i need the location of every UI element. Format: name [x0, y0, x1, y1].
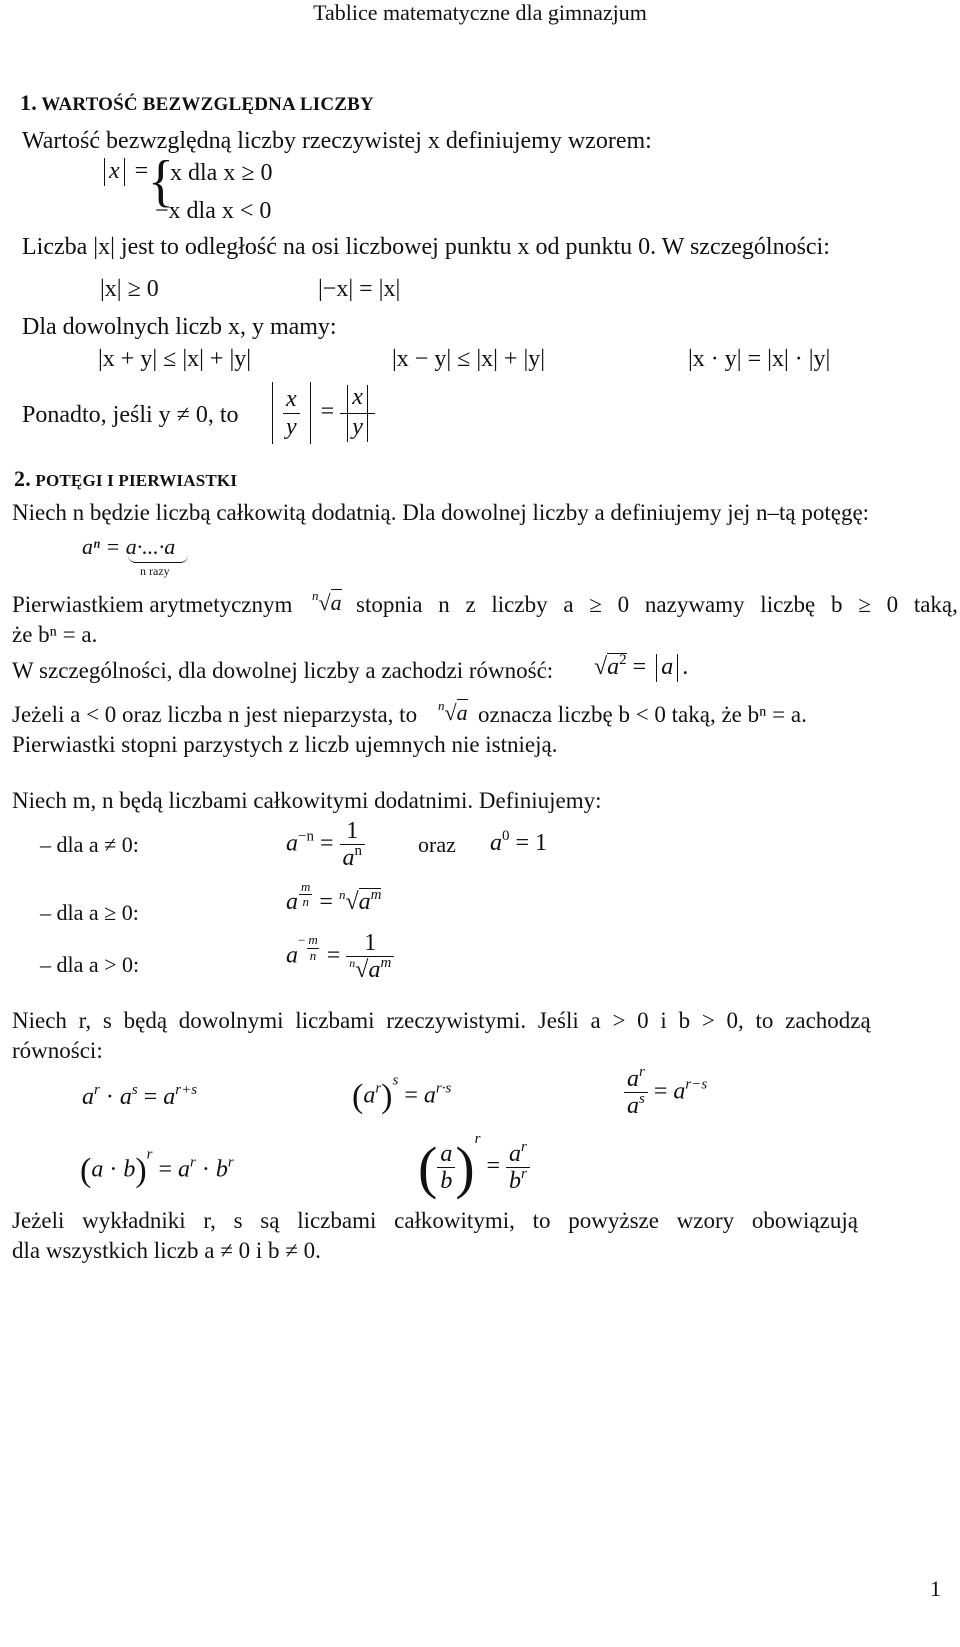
distance-text: Liczba |x| jest to odległość na osi liczbowej punktu x od punktu 0. W szczególności: [22, 234, 830, 260]
def2-label: – dla a ≥ 0: [40, 900, 139, 925]
fractional-exponent-formula: a $\frac{m}{n}$ = $^n√a^m$ [286, 879, 382, 915]
quotient-equality: $\frac{x}{y}$ = $\frac{x}{y}$ [268, 382, 375, 444]
power-definition: aⁿ = a·...·a [82, 534, 176, 559]
case-1: x dla x ≥ 0 [170, 160, 273, 186]
def3-label: – dla a > 0: [40, 952, 140, 977]
abs-definition: x = [100, 158, 148, 232]
odd-root-text-b: oznacza liczbę b < 0 taką, że bⁿ = a. [478, 702, 807, 727]
negative-exponent-formula: $a^{-n}$ = $\frac{1}{a^n}$ [286, 818, 365, 872]
closing-remark-2: dla wszystkich liczb a ≠ 0 i b ≠ 0. [12, 1238, 321, 1263]
odd-nth-root-a: $^n$√a [438, 698, 468, 725]
power-of-power: $(a^r)^s = a^{r\cdot s}$ [352, 1072, 452, 1115]
section1-intro: Wartość bezwzględną liczby rzeczywistej x definiujemy wzorem: [22, 128, 652, 154]
n-razy-label: n razy [140, 564, 170, 578]
quotient-of-powers: $\frac{a^r}{a^s}$ = $a^{r-s}$ [624, 1066, 707, 1120]
property-nonnegative: |x| ≥ 0 [100, 276, 159, 302]
section1-title: WARTOŚĆ BEZWZGLĘDNA LICZBY [41, 94, 374, 115]
case-2: −x dla x < 0 [155, 198, 272, 224]
closing-remark: Jeżeli wykładniki r, s są liczbami całkowitymi, to powyższe wzory obowiązują [12, 1208, 858, 1233]
moreover-text: Ponadto, jeśli y ≠ 0, to [22, 402, 239, 428]
brace-icon: { [148, 149, 174, 213]
section2-heading: 2. POTĘGI I PIERWIASTKI [14, 466, 238, 491]
property-symmetric: |−x| = |x| [318, 276, 401, 302]
power-of-product: $(a \cdot b)^r = a^r \cdot b^r$ [80, 1146, 234, 1189]
page-number: 1 [930, 1576, 941, 1601]
def1-oraz: oraz [418, 832, 456, 857]
negative-fractional-exponent-formula: a− $\frac{m}{n}$ = $\frac{1}{^n√a^m}$ [286, 930, 394, 984]
difference-inequality: |x − y| ≤ |x| + |y| [392, 346, 546, 372]
section2-title: POTĘGI I PIERWIASTKI [35, 471, 238, 490]
root-definition-c: że bⁿ = a. [12, 622, 98, 647]
def1-label: – dla a ≠ 0: [40, 832, 139, 857]
triangle-inequality: |x + y| ≤ |x| + |y| [98, 346, 252, 372]
page-header: Tablice matematyczne dla gimnazjum [313, 0, 647, 25]
section1-heading: 1. WARTOŚĆ BEZWZGLĘDNA LICZBY [20, 90, 374, 115]
even-root-text: Pierwiastki stopni parzystych z liczb ujemnych nie istnieją. [12, 732, 558, 757]
rs-intro-2: równości: [12, 1038, 103, 1063]
power-of-quotient: ( $\frac{a}{b}$ )$^r$ = $\frac{a^r}{b^r}$ [418, 1134, 530, 1201]
product-of-powers: $a^r \cdot a^s = a^{r+s}$ [82, 1082, 198, 1110]
any-xy-text: Dla dowolnych liczb x, y mamy: [22, 314, 337, 340]
zero-exponent-formula: $a^0 = 1$ [490, 828, 548, 856]
root-definition-a: Pierwiastkiem arytmetycznym [12, 592, 293, 617]
rs-intro: Niech r, s będą dowolnymi liczbami rzeczywistymi. Jeśli a > 0 i b > 0, to zachodzą [12, 1008, 871, 1033]
root-definition-b: stopnia n z liczby a ≥ 0 nazywamy liczbę b ≥ 0 taką, [356, 592, 958, 617]
power-intro: Niech n będzie liczbą całkowitą dodatnią. Dla dowolnej liczby a definiujemy jej n–tą potęgę: [12, 500, 870, 525]
product-equality: |x · y| = |x| · |y| [688, 346, 831, 372]
odd-root-text-a: Jeżeli a < 0 oraz liczba n jest nieparzysta, to [12, 702, 418, 727]
mn-intro: Niech m, n będą liczbami całkowitymi dodatnimi. Definiujemy: [12, 788, 602, 813]
sqrt-a-squared-identity: $√a^2 = a$ . [594, 654, 688, 682]
nth-root-a: $^n$√a [312, 588, 342, 615]
underbrace-icon [128, 554, 188, 563]
special-case-text: W szczególności, dla dowolnej liczby a zachodzi równość: [12, 658, 554, 683]
